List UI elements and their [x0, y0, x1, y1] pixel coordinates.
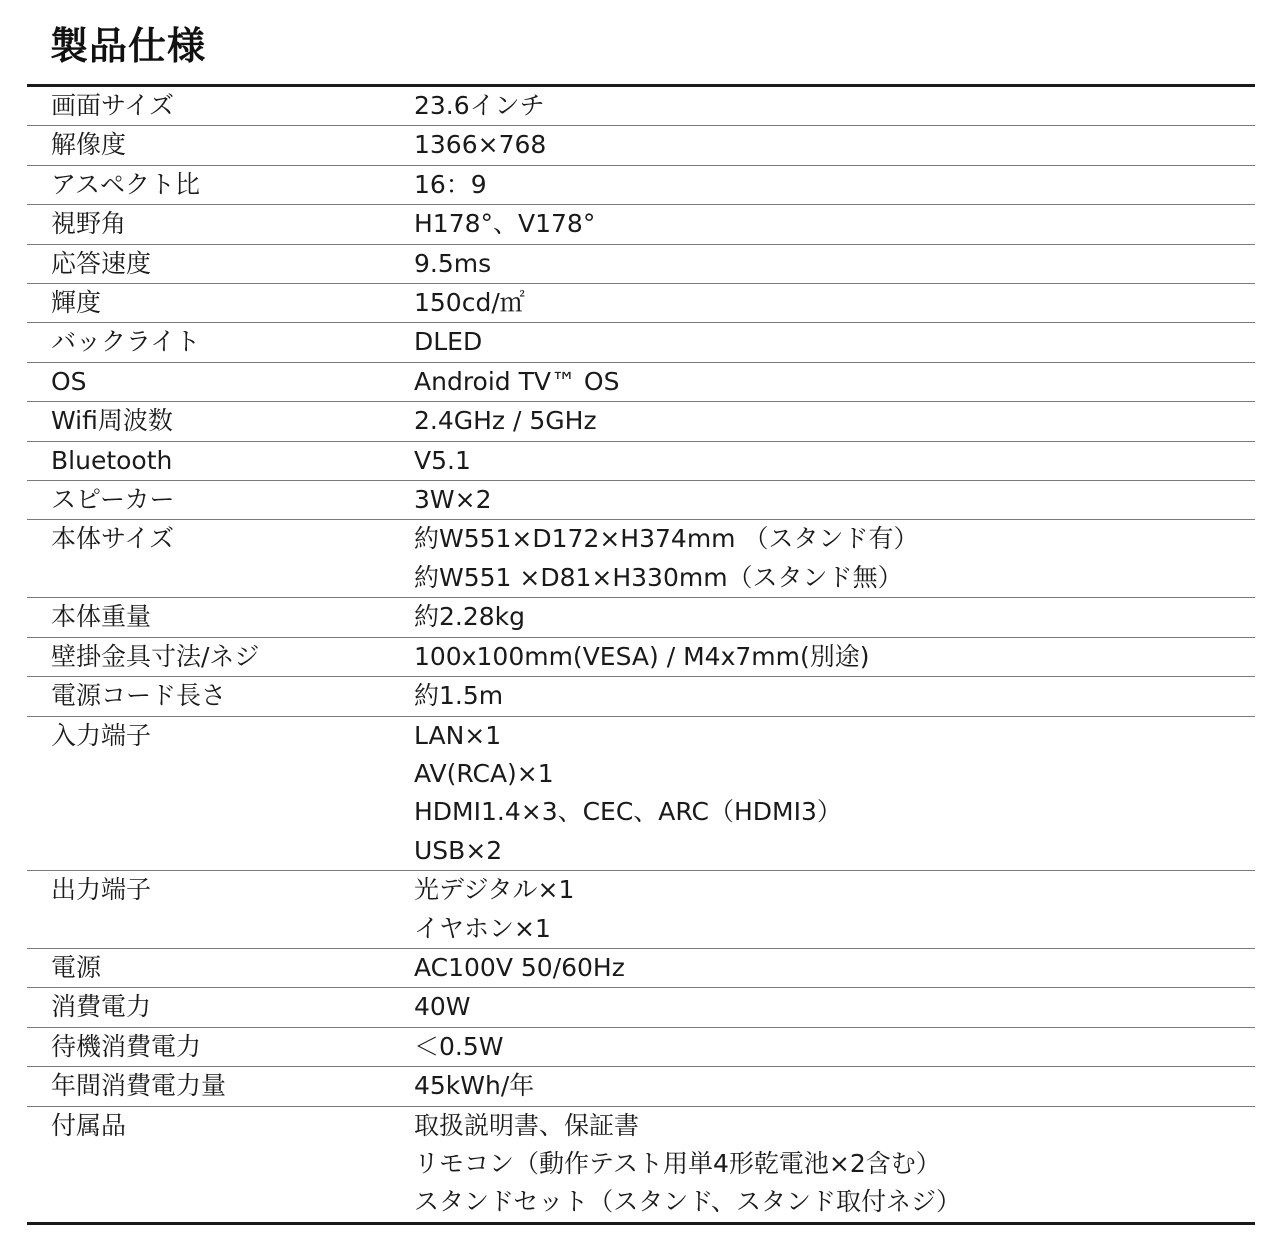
spec-row [27, 637, 1255, 676]
spec-value: 取扱説明書、保証書 [414, 1110, 640, 1140]
spec-label: 出力端子 [51, 875, 152, 905]
spec-label: 入力端子 [51, 720, 152, 750]
spec-values [391, 363, 1255, 401]
spec-value: イヤホン×1 [414, 913, 551, 943]
spec-row [27, 676, 1255, 715]
spec-value: 光デジタル×1 [414, 875, 575, 905]
spec-label: 付属品 [51, 1110, 127, 1140]
spec-value: H178°、V178° [414, 209, 596, 239]
spec-value: 23.6インチ [414, 91, 545, 120]
spec-value: スタンドセット（スタンド、スタンド取付ネジ） [414, 1187, 962, 1217]
spec-label: Bluetooth [51, 445, 173, 475]
spec-value: 2.4GHz / 5GHz [414, 406, 597, 436]
spec-value: 9.5ms [414, 248, 492, 278]
spec-label: スピーカー [51, 485, 175, 515]
spec-row [27, 987, 1255, 1026]
spec-values [391, 520, 1255, 597]
spec-row [27, 1066, 1255, 1105]
spec-row [27, 716, 1255, 871]
spec-values [391, 1028, 1255, 1066]
spec-row [27, 1106, 1255, 1222]
spec-value: 40W [414, 992, 471, 1022]
spec-label: 解像度 [51, 130, 127, 160]
spec-values [391, 245, 1255, 283]
spec-values [391, 638, 1255, 676]
spec-row [27, 87, 1255, 125]
spec-values [391, 402, 1255, 440]
spec-label: 電源コード長さ [51, 681, 227, 711]
spec-label: 応答速度 [51, 248, 152, 278]
spec-label: Wifi周波数 [51, 406, 173, 436]
spec-row [27, 1027, 1255, 1066]
spec-label: アスペクト比 [51, 169, 201, 199]
spec-values [391, 1107, 1255, 1222]
spec-values [391, 205, 1255, 243]
spec-value: Android TV™ OS [414, 366, 620, 396]
spec-value: 約2.28kg [414, 602, 526, 632]
spec-value: 16：9 [414, 169, 487, 199]
spec-value: リモコン（動作テスト用単4形乾電池×2含む） [414, 1148, 941, 1178]
spec-row [27, 948, 1255, 987]
spec-label: 本体サイズ [51, 524, 175, 554]
spec-row [27, 165, 1255, 204]
spec-value: USB×2 [414, 835, 503, 865]
spec-values [391, 988, 1255, 1026]
spec-label: 壁掛金具寸法/ネジ [51, 641, 260, 671]
spec-value: 45kWh/年 [414, 1071, 535, 1101]
spec-values [391, 323, 1255, 361]
spec-row [27, 244, 1255, 283]
spec-row [27, 441, 1255, 480]
spec-value: AV(RCA)×1 [414, 758, 554, 788]
spec-values [391, 717, 1255, 871]
spec-label: バックライト [51, 327, 201, 357]
spec-row [27, 519, 1255, 597]
page-title: 製品仕様 [50, 24, 207, 68]
spec-row [27, 870, 1255, 948]
spec-label: 視野角 [51, 209, 127, 239]
spec-value: 1366×768 [414, 130, 547, 160]
spec-values [391, 442, 1255, 480]
spec-value: 100x100mm(VESA) / M4x7mm(別途) [414, 641, 870, 671]
spec-value: DLED [414, 327, 483, 357]
spec-row [27, 480, 1255, 519]
spec-values [391, 871, 1255, 948]
spec-label: 年間消費電力量 [51, 1071, 227, 1101]
spec-values [391, 284, 1255, 322]
spec-row [27, 597, 1255, 636]
spec-value: ＜0.5W [414, 1031, 504, 1061]
spec-label: 画面サイズ [51, 91, 175, 120]
spec-value: V5.1 [414, 445, 471, 475]
spec-value: 約W551×D172×H374mm （スタンド有） [414, 524, 919, 554]
spec-row [27, 401, 1255, 440]
spec-label: 電源 [51, 952, 102, 982]
spec-value: 約W551 ×D81×H330mm（スタンド無） [414, 562, 903, 592]
spec-value: HDMI1.4×3、CEC、ARC（HDMI3） [414, 797, 842, 827]
spec-label: 消費電力 [51, 992, 152, 1022]
spec-value: 約1.5m [414, 681, 504, 711]
spec-row [27, 125, 1255, 164]
spec-row [27, 322, 1255, 361]
spec-values [391, 677, 1255, 715]
spec-values [391, 598, 1255, 636]
spec-values [391, 126, 1255, 164]
spec-value: LAN×1 [414, 720, 502, 750]
spec-values [391, 1067, 1255, 1105]
spec-values [391, 166, 1255, 204]
spec-row [27, 283, 1255, 322]
spec-row [27, 362, 1255, 401]
spec-label: 本体重量 [51, 602, 152, 632]
spec-row [27, 204, 1255, 243]
spec-values [391, 481, 1255, 519]
spec-value: 3W×2 [414, 485, 492, 515]
spec-label: 輝度 [51, 288, 102, 318]
spec-values [391, 87, 1255, 125]
spec-label: OS [51, 366, 87, 396]
spec-values [391, 949, 1255, 987]
spec-table [27, 84, 1255, 1225]
spec-value: 150cd/㎡ [414, 288, 525, 318]
spec-value: AC100V 50/60Hz [414, 952, 625, 982]
spec-label: 待機消費電力 [51, 1031, 202, 1061]
